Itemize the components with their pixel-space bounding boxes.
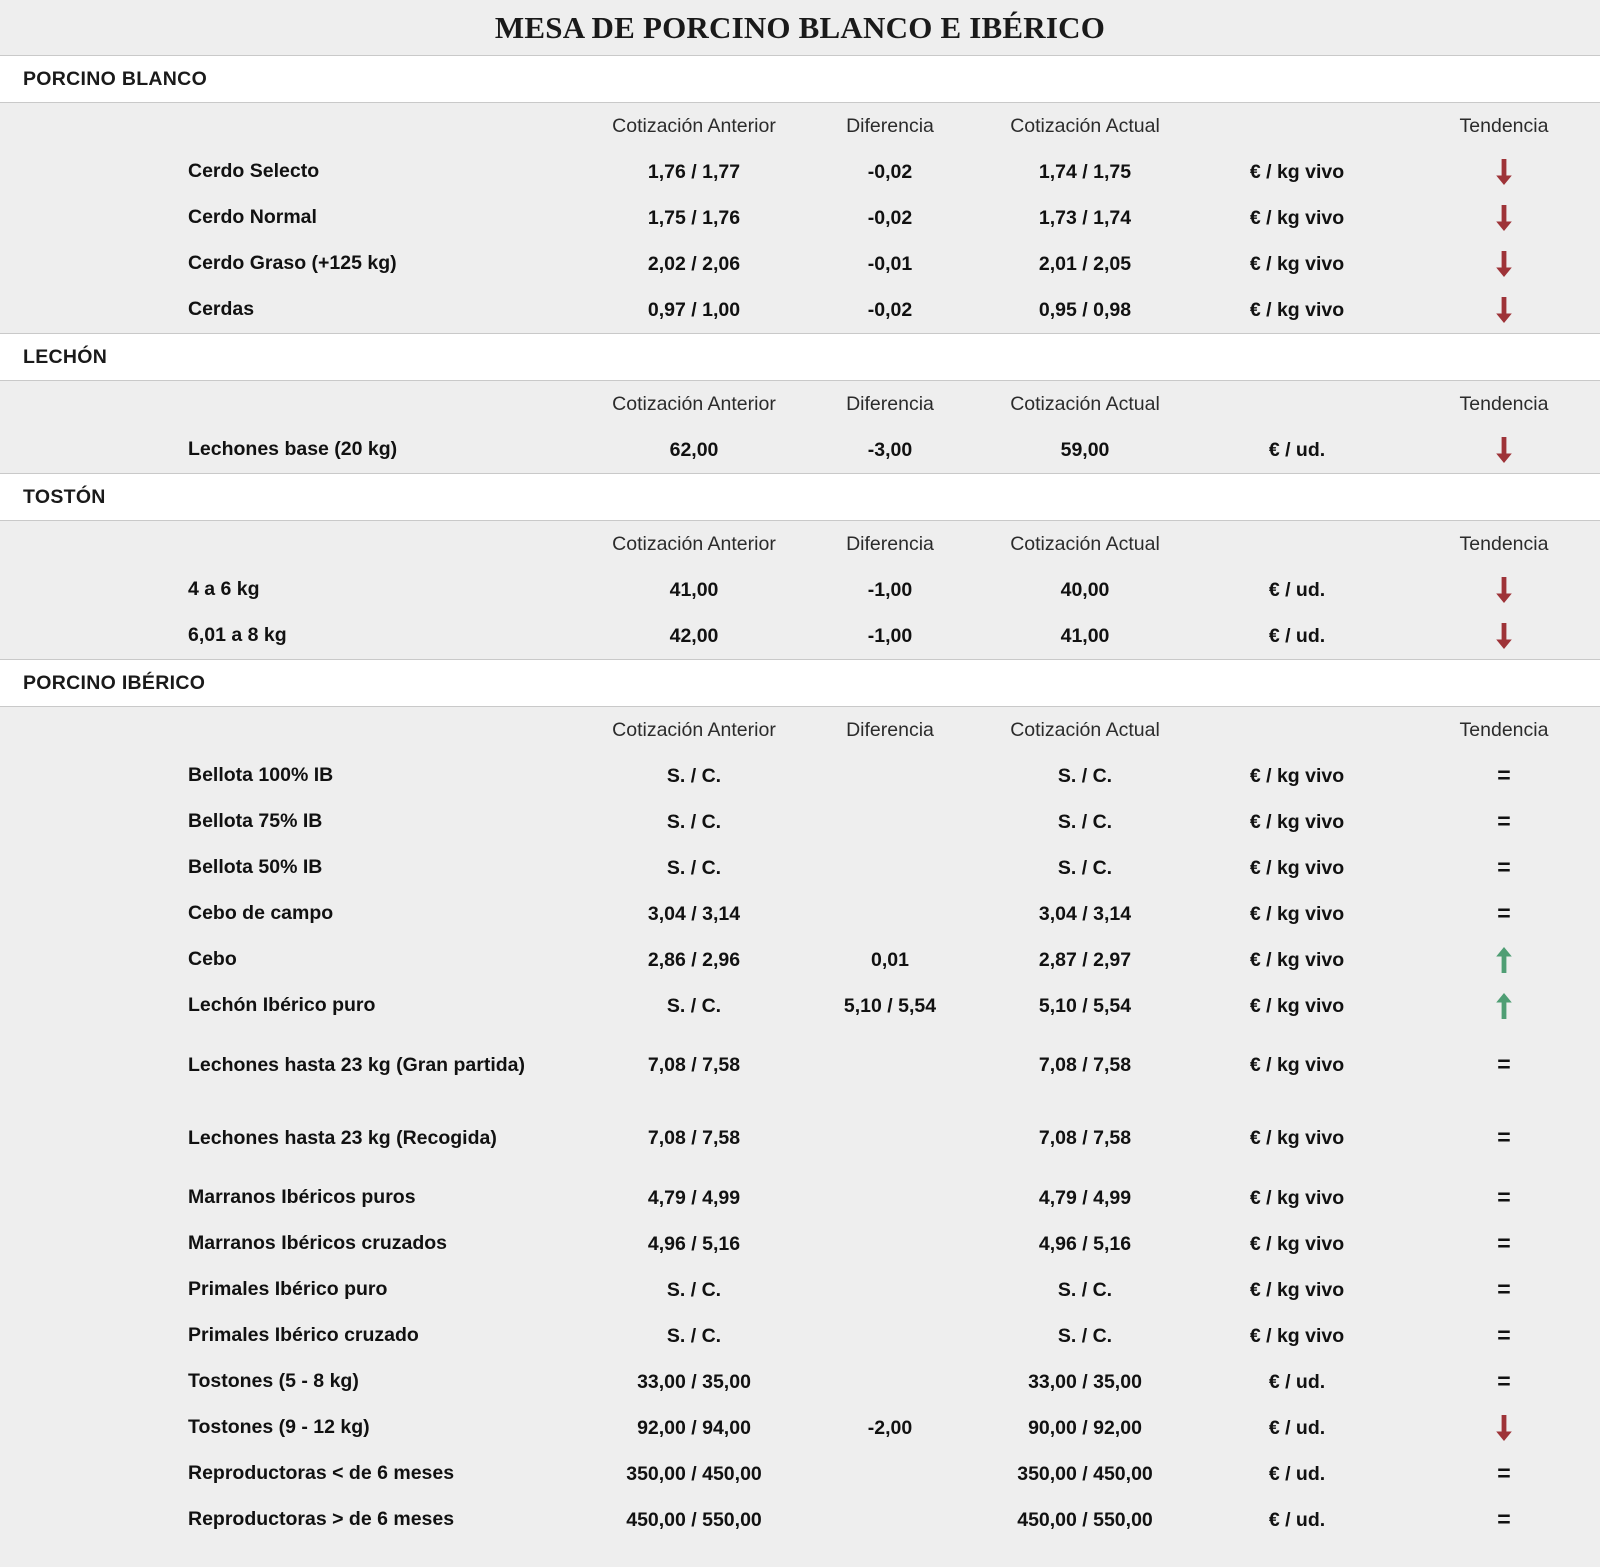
row-cotizacion-actual: S. / C. (984, 1313, 1186, 1359)
row-unidad: € / ud. (1186, 1451, 1408, 1497)
table-row (0, 1451, 1600, 1497)
section-title: PORCINO IBÉRICO (23, 671, 206, 694)
prices-table-body (0, 56, 1600, 1544)
row-concept: Primales Ibérico puro (188, 1267, 592, 1313)
row-concept: Cerdas (188, 287, 592, 334)
row-tendencia (1408, 1029, 1600, 1102)
row-cotizacion-actual: 7,08 / 7,58 (984, 1102, 1186, 1175)
row-cotizacion-anterior: 62,00 (592, 427, 796, 474)
row-concept: Marranos Ibéricos puros (188, 1175, 592, 1221)
row-indent (0, 1102, 188, 1175)
trend-equal-icon: = (1497, 1183, 1511, 1210)
header-spacer (0, 707, 188, 754)
row-concept: Cerdo Graso (+125 kg) (188, 241, 592, 287)
row-unidad: € / ud. (1186, 567, 1408, 613)
row-concept: Lechones hasta 23 kg (Gran partida) (188, 1029, 592, 1102)
row-cotizacion-anterior: S. / C. (592, 1267, 796, 1313)
table-row (0, 1221, 1600, 1267)
row-unidad: € / ud. (1186, 1405, 1408, 1451)
row-concept: 6,01 a 8 kg (188, 613, 592, 660)
row-diferencia (796, 1175, 984, 1221)
table-row (0, 241, 1600, 287)
row-tendencia (1408, 1221, 1600, 1267)
row-indent (0, 1313, 188, 1359)
row-indent (0, 937, 188, 983)
trend-equal-icon: = (1497, 1124, 1511, 1150)
table-row (0, 891, 1600, 937)
table-row (0, 613, 1600, 660)
row-unidad: € / ud. (1186, 1359, 1408, 1405)
header-concept (188, 521, 592, 568)
trend-equal-icon: = (1497, 899, 1511, 926)
row-cotizacion-anterior: 2,86 / 2,96 (592, 937, 796, 983)
section-header-lechon (0, 334, 1600, 381)
trend-down-icon (1493, 435, 1515, 465)
trend-equal-icon: = (1497, 1229, 1511, 1256)
row-diferencia (796, 753, 984, 799)
row-diferencia: -0,01 (796, 241, 984, 287)
row-unidad: € / ud. (1186, 427, 1408, 474)
row-cotizacion-actual: S. / C. (984, 1267, 1186, 1313)
row-tendencia (1408, 1359, 1600, 1405)
row-cotizacion-actual: S. / C. (984, 799, 1186, 845)
section-title: PORCINO BLANCO (23, 67, 208, 90)
row-concept: Bellota 75% IB (188, 799, 592, 845)
row-concept: Tostones (5 - 8 kg) (188, 1359, 592, 1405)
row-diferencia (796, 891, 984, 937)
row-cotizacion-actual: S. / C. (984, 753, 1186, 799)
row-tendencia (1408, 149, 1600, 195)
row-indent (0, 891, 188, 937)
row-tendencia (1408, 983, 1600, 1029)
row-cotizacion-anterior: S. / C. (592, 845, 796, 891)
row-cotizacion-actual: 4,96 / 5,16 (984, 1221, 1186, 1267)
page-title: MESA DE PORCINO BLANCO E IBÉRICO (494, 9, 1106, 45)
row-cotizacion-anterior: S. / C. (592, 753, 796, 799)
header-concept (188, 381, 592, 428)
header-unidad (1186, 381, 1408, 428)
row-tendencia (1408, 1451, 1600, 1497)
row-diferencia (796, 1221, 984, 1267)
trend-equal-icon: = (1497, 761, 1511, 788)
row-indent (0, 1221, 188, 1267)
row-tendencia (1408, 567, 1600, 613)
table-row (0, 1405, 1600, 1451)
row-cotizacion-actual: 0,95 / 0,98 (984, 287, 1186, 334)
row-cotizacion-anterior: S. / C. (592, 983, 796, 1029)
row-cotizacion-actual: 450,00 / 550,00 (984, 1497, 1186, 1543)
header-cotizacion-actual: Cotización Actual (984, 521, 1186, 568)
row-unidad: € / kg vivo (1186, 1221, 1408, 1267)
trend-up-icon (1493, 991, 1515, 1021)
trend-equal-icon: = (1497, 1459, 1511, 1486)
row-cotizacion-anterior: 33,00 / 35,00 (592, 1359, 796, 1405)
trend-down-icon (1493, 295, 1515, 325)
trend-equal-icon: = (1497, 1367, 1511, 1394)
header-spacer (0, 381, 188, 428)
row-unidad: € / kg vivo (1186, 1175, 1408, 1221)
header-unidad (1186, 103, 1408, 150)
row-diferencia (796, 1497, 984, 1543)
row-indent (0, 567, 188, 613)
row-unidad: € / kg vivo (1186, 149, 1408, 195)
trend-equal-icon: = (1497, 807, 1511, 834)
trend-down-icon (1493, 203, 1515, 233)
row-unidad: € / kg vivo (1186, 287, 1408, 334)
row-tendencia (1408, 937, 1600, 983)
row-indent (0, 799, 188, 845)
row-indent (0, 1497, 188, 1543)
row-cotizacion-anterior: 41,00 (592, 567, 796, 613)
row-diferencia: -1,00 (796, 613, 984, 660)
row-indent (0, 1175, 188, 1221)
row-indent (0, 753, 188, 799)
row-concept: Reproductoras < de 6 meses (188, 1451, 592, 1497)
trend-equal-icon: = (1497, 1275, 1511, 1302)
section-header-toston (0, 474, 1600, 521)
table-row (0, 799, 1600, 845)
row-indent (0, 1405, 188, 1451)
row-indent (0, 1359, 188, 1405)
row-tendencia (1408, 1405, 1600, 1451)
row-concept: Cebo de campo (188, 891, 592, 937)
trend-down-icon (1493, 575, 1515, 605)
section-title: LECHÓN (23, 345, 108, 368)
table-row (0, 427, 1600, 474)
trend-equal-icon: = (1497, 1321, 1511, 1348)
section-header-porcino-iberico (0, 660, 1600, 707)
row-unidad: € / kg vivo (1186, 1313, 1408, 1359)
table-row (0, 845, 1600, 891)
row-indent (0, 195, 188, 241)
table-row (0, 1359, 1600, 1405)
row-diferencia: 0,01 (796, 937, 984, 983)
table-row (0, 1267, 1600, 1313)
row-concept: Marranos Ibéricos cruzados (188, 1221, 592, 1267)
table-row (0, 983, 1600, 1029)
row-cotizacion-actual: 3,04 / 3,14 (984, 891, 1186, 937)
header-cotizacion-anterior: Cotización Anterior (592, 381, 796, 428)
row-diferencia: -0,02 (796, 195, 984, 241)
header-cotizacion-actual: Cotización Actual (984, 707, 1186, 754)
header-diferencia: Diferencia (796, 381, 984, 428)
column-header-row-porcino-blanco (0, 103, 1600, 150)
trend-down-icon (1493, 1413, 1515, 1443)
row-cotizacion-anterior: 450,00 / 550,00 (592, 1497, 796, 1543)
row-unidad: € / kg vivo (1186, 983, 1408, 1029)
row-indent (0, 1267, 188, 1313)
header-cotizacion-actual: Cotización Actual (984, 103, 1186, 150)
header-tendencia: Tendencia (1408, 707, 1600, 754)
table-row (0, 287, 1600, 334)
row-cotizacion-anterior: 3,04 / 3,14 (592, 891, 796, 937)
trend-up-icon (1493, 945, 1515, 975)
row-unidad: € / kg vivo (1186, 1267, 1408, 1313)
row-cotizacion-actual: 1,74 / 1,75 (984, 149, 1186, 195)
trend-down-icon (1493, 157, 1515, 187)
row-unidad: € / kg vivo (1186, 799, 1408, 845)
row-concept: Lechones hasta 23 kg (Recogida) (188, 1102, 592, 1175)
header-concept (188, 103, 592, 150)
header-cotizacion-anterior: Cotización Anterior (592, 521, 796, 568)
row-indent (0, 241, 188, 287)
row-concept: Lechón Ibérico puro (188, 983, 592, 1029)
row-diferencia (796, 1359, 984, 1405)
row-cotizacion-anterior: 92,00 / 94,00 (592, 1405, 796, 1451)
row-diferencia (796, 1267, 984, 1313)
row-cotizacion-anterior: S. / C. (592, 1313, 796, 1359)
row-cotizacion-actual: 40,00 (984, 567, 1186, 613)
row-tendencia (1408, 891, 1600, 937)
row-cotizacion-anterior: 7,08 / 7,58 (592, 1029, 796, 1102)
trend-equal-icon: = (1497, 1051, 1511, 1077)
row-cotizacion-actual: 59,00 (984, 427, 1186, 474)
trend-equal-icon: = (1497, 853, 1511, 880)
row-cotizacion-actual: 350,00 / 450,00 (984, 1451, 1186, 1497)
header-concept (188, 707, 592, 754)
row-unidad: € / kg vivo (1186, 753, 1408, 799)
row-tendencia (1408, 799, 1600, 845)
row-unidad: € / ud. (1186, 613, 1408, 660)
row-concept: Tostones (9 - 12 kg) (188, 1405, 592, 1451)
row-unidad: € / kg vivo (1186, 891, 1408, 937)
row-diferencia: -1,00 (796, 567, 984, 613)
column-header-row-toston (0, 521, 1600, 568)
row-tendencia (1408, 1313, 1600, 1359)
row-indent (0, 427, 188, 474)
row-cotizacion-actual: 33,00 / 35,00 (984, 1359, 1186, 1405)
row-diferencia: -2,00 (796, 1405, 984, 1451)
row-tendencia (1408, 1267, 1600, 1313)
table-row (0, 1102, 1600, 1175)
row-indent (0, 983, 188, 1029)
row-cotizacion-anterior: 7,08 / 7,58 (592, 1102, 796, 1175)
row-tendencia (1408, 753, 1600, 799)
table-row (0, 1175, 1600, 1221)
row-concept: Bellota 50% IB (188, 845, 592, 891)
header-tendencia: Tendencia (1408, 381, 1600, 428)
row-tendencia (1408, 1175, 1600, 1221)
row-diferencia: 5,10 / 5,54 (796, 983, 984, 1029)
prices-table (0, 55, 1600, 1543)
row-concept: Cerdo Selecto (188, 149, 592, 195)
row-concept: 4 a 6 kg (188, 567, 592, 613)
row-tendencia (1408, 1102, 1600, 1175)
row-tendencia (1408, 1497, 1600, 1543)
row-unidad: € / kg vivo (1186, 1029, 1408, 1102)
row-cotizacion-anterior: 42,00 (592, 613, 796, 660)
row-cotizacion-anterior: 1,75 / 1,76 (592, 195, 796, 241)
row-indent (0, 1029, 188, 1102)
page-title-bar (0, 0, 1600, 55)
row-cotizacion-anterior: 0,97 / 1,00 (592, 287, 796, 334)
row-cotizacion-actual: 90,00 / 92,00 (984, 1405, 1186, 1451)
row-cotizacion-actual: 2,01 / 2,05 (984, 241, 1186, 287)
header-diferencia: Diferencia (796, 707, 984, 754)
row-tendencia (1408, 287, 1600, 334)
section-title: TOSTÓN (23, 485, 106, 508)
trend-down-icon (1493, 621, 1515, 651)
header-tendencia: Tendencia (1408, 103, 1600, 150)
row-unidad: € / kg vivo (1186, 195, 1408, 241)
header-diferencia: Diferencia (796, 521, 984, 568)
header-tendencia: Tendencia (1408, 521, 1600, 568)
header-unidad (1186, 707, 1408, 754)
row-indent (0, 613, 188, 660)
table-row (0, 937, 1600, 983)
section-header-porcino-blanco (0, 56, 1600, 103)
table-row (0, 567, 1600, 613)
row-cotizacion-actual: 1,73 / 1,74 (984, 195, 1186, 241)
row-cotizacion-anterior: 2,02 / 2,06 (592, 241, 796, 287)
table-row (0, 149, 1600, 195)
row-diferencia (796, 799, 984, 845)
row-concept: Bellota 100% IB (188, 753, 592, 799)
column-header-row-lechon (0, 381, 1600, 428)
row-diferencia (796, 1029, 984, 1102)
row-diferencia (796, 1102, 984, 1175)
row-unidad: € / kg vivo (1186, 1102, 1408, 1175)
row-diferencia (796, 1451, 984, 1497)
row-tendencia (1408, 241, 1600, 287)
row-cotizacion-actual: 4,79 / 4,99 (984, 1175, 1186, 1221)
trend-down-icon (1493, 249, 1515, 279)
header-cotizacion-anterior: Cotización Anterior (592, 707, 796, 754)
table-row (0, 753, 1600, 799)
row-concept: Primales Ibérico cruzado (188, 1313, 592, 1359)
row-cotizacion-actual: 7,08 / 7,58 (984, 1029, 1186, 1102)
row-diferencia: -0,02 (796, 149, 984, 195)
row-tendencia (1408, 613, 1600, 660)
row-concept: Reproductoras > de 6 meses (188, 1497, 592, 1543)
row-cotizacion-anterior: 350,00 / 450,00 (592, 1451, 796, 1497)
row-cotizacion-actual: 2,87 / 2,97 (984, 937, 1186, 983)
row-cotizacion-actual: 41,00 (984, 613, 1186, 660)
row-diferencia (796, 1313, 984, 1359)
table-row (0, 1029, 1600, 1102)
trend-equal-icon: = (1497, 1505, 1511, 1532)
row-cotizacion-anterior: 4,79 / 4,99 (592, 1175, 796, 1221)
row-unidad: € / kg vivo (1186, 241, 1408, 287)
row-cotizacion-anterior: 4,96 / 5,16 (592, 1221, 796, 1267)
row-cotizacion-actual: 5,10 / 5,54 (984, 983, 1186, 1029)
row-indent (0, 287, 188, 334)
row-tendencia (1408, 427, 1600, 474)
row-cotizacion-actual: S. / C. (984, 845, 1186, 891)
header-spacer (0, 521, 188, 568)
header-diferencia: Diferencia (796, 103, 984, 150)
row-tendencia (1408, 195, 1600, 241)
row-cotizacion-anterior: S. / C. (592, 799, 796, 845)
header-cotizacion-actual: Cotización Actual (984, 381, 1186, 428)
header-cotizacion-anterior: Cotización Anterior (592, 103, 796, 150)
header-unidad (1186, 521, 1408, 568)
row-indent (0, 1451, 188, 1497)
row-concept: Cebo (188, 937, 592, 983)
row-tendencia (1408, 845, 1600, 891)
table-row (0, 195, 1600, 241)
row-diferencia: -3,00 (796, 427, 984, 474)
row-indent (0, 845, 188, 891)
row-unidad: € / ud. (1186, 1497, 1408, 1543)
column-header-row-porcino-iberico (0, 707, 1600, 754)
row-unidad: € / kg vivo (1186, 845, 1408, 891)
row-concept: Lechones base (20 kg) (188, 427, 592, 474)
row-cotizacion-anterior: 1,76 / 1,77 (592, 149, 796, 195)
table-bottom-filler (0, 1543, 1600, 1567)
row-diferencia: -0,02 (796, 287, 984, 334)
table-row (0, 1313, 1600, 1359)
row-concept: Cerdo Normal (188, 195, 592, 241)
header-spacer (0, 103, 188, 150)
row-unidad: € / kg vivo (1186, 937, 1408, 983)
row-indent (0, 149, 188, 195)
table-row (0, 1497, 1600, 1543)
row-diferencia (796, 845, 984, 891)
